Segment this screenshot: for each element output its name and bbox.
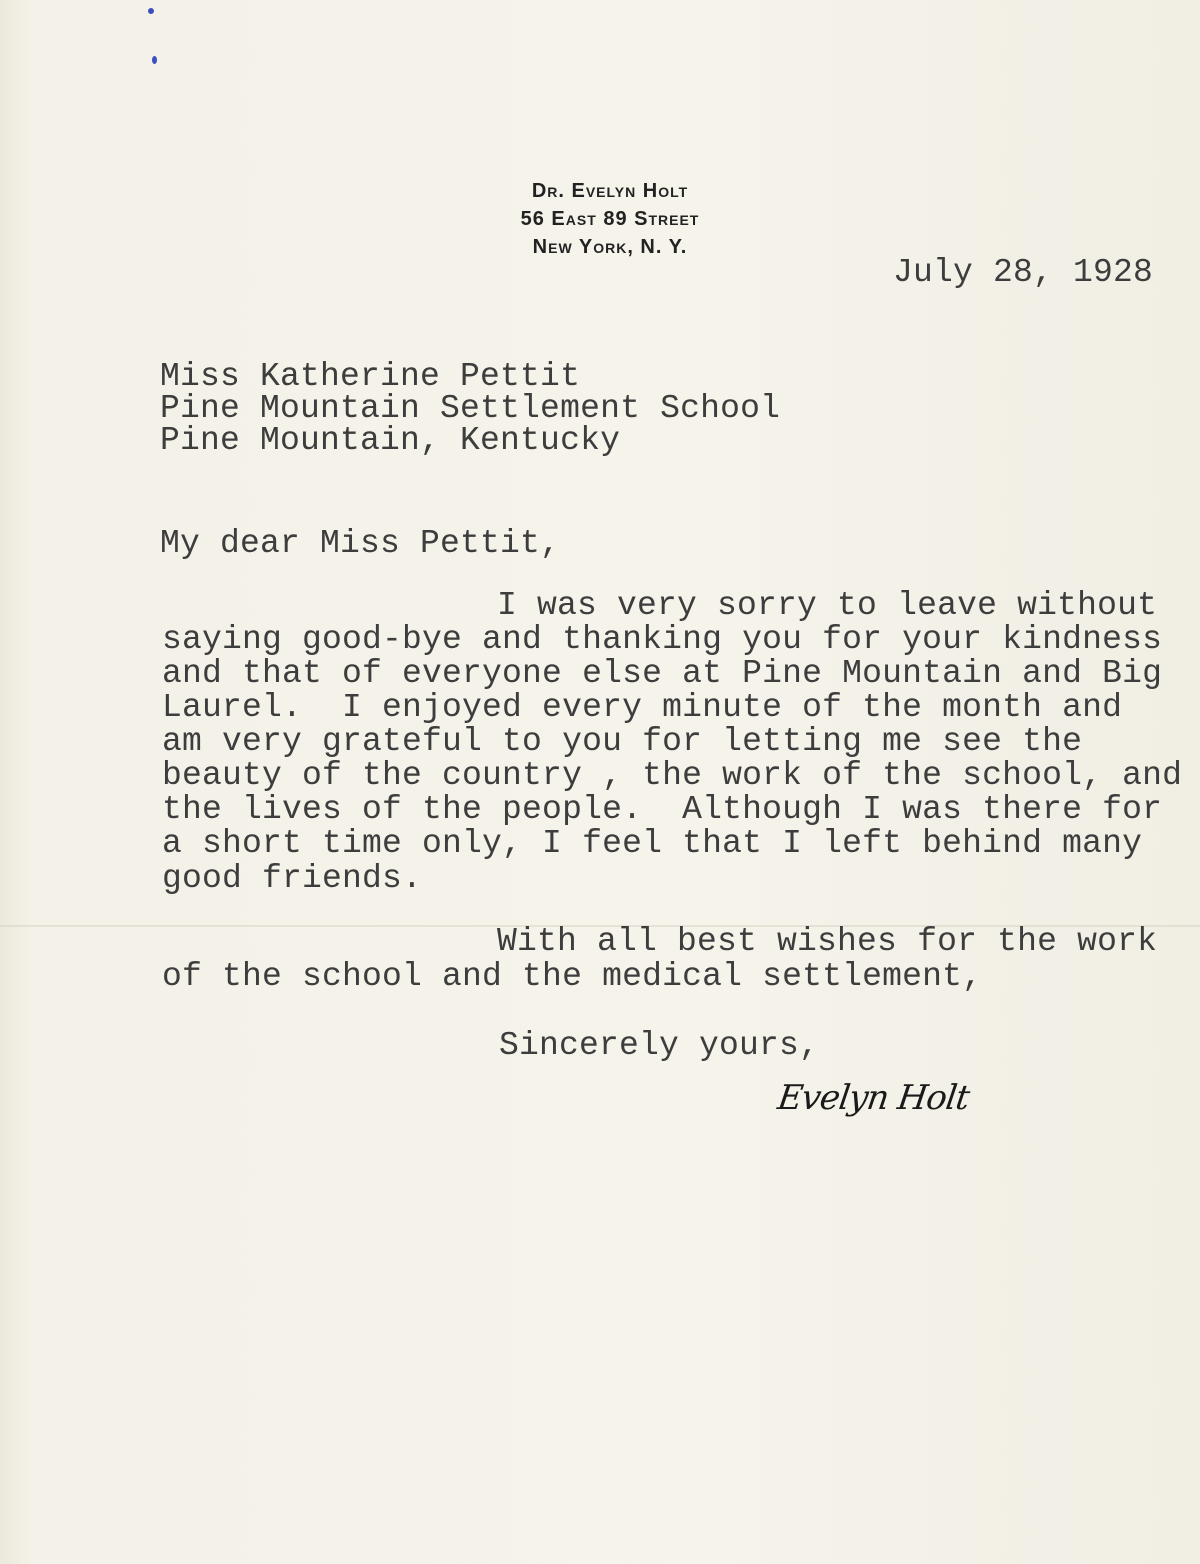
ink-mark xyxy=(152,56,157,64)
recipient-line: Miss Katherine Pettit xyxy=(160,358,581,395)
letterhead-city: New York, N. Y. xyxy=(532,236,688,258)
signature: Evelyn Holt xyxy=(775,1078,972,1118)
body-line: am very grateful to you for letting me see the xyxy=(162,723,1083,760)
body-line: a short time only, I feel that I left behind many xyxy=(162,825,1143,862)
body-line: the lives of the people. Although I was there for xyxy=(162,791,1163,828)
recipient-line: Pine Mountain Settlement School xyxy=(160,390,781,427)
letterhead-name: Dr. Evelyn Holt xyxy=(531,180,689,202)
ink-mark xyxy=(148,8,154,14)
letterhead-street: 56 East 89 Street xyxy=(520,208,700,230)
recipient-line: Pine Mountain, Kentucky xyxy=(160,422,621,459)
salutation: My dear Miss Pettit, xyxy=(160,525,561,562)
closing-line: of the school and the medical settlement, xyxy=(162,958,983,995)
body-line: beauty of the country , the work of the school, and xyxy=(162,757,1183,794)
body-line: I was very sorry to leave without xyxy=(497,587,1158,624)
body-line: Laurel. I enjoyed every minute of the month and xyxy=(162,689,1123,726)
letter-date: July 28, 1928 xyxy=(893,254,1154,291)
complimentary-close: Sincerely yours, xyxy=(499,1027,820,1064)
body-line: saying good-bye and thanking you for your kindness xyxy=(162,621,1163,658)
body-line: good friends. xyxy=(162,860,423,897)
body-line: and that of everyone else at Pine Mountain and Big xyxy=(162,655,1163,692)
closing-line: With all best wishes for the work xyxy=(497,923,1158,960)
